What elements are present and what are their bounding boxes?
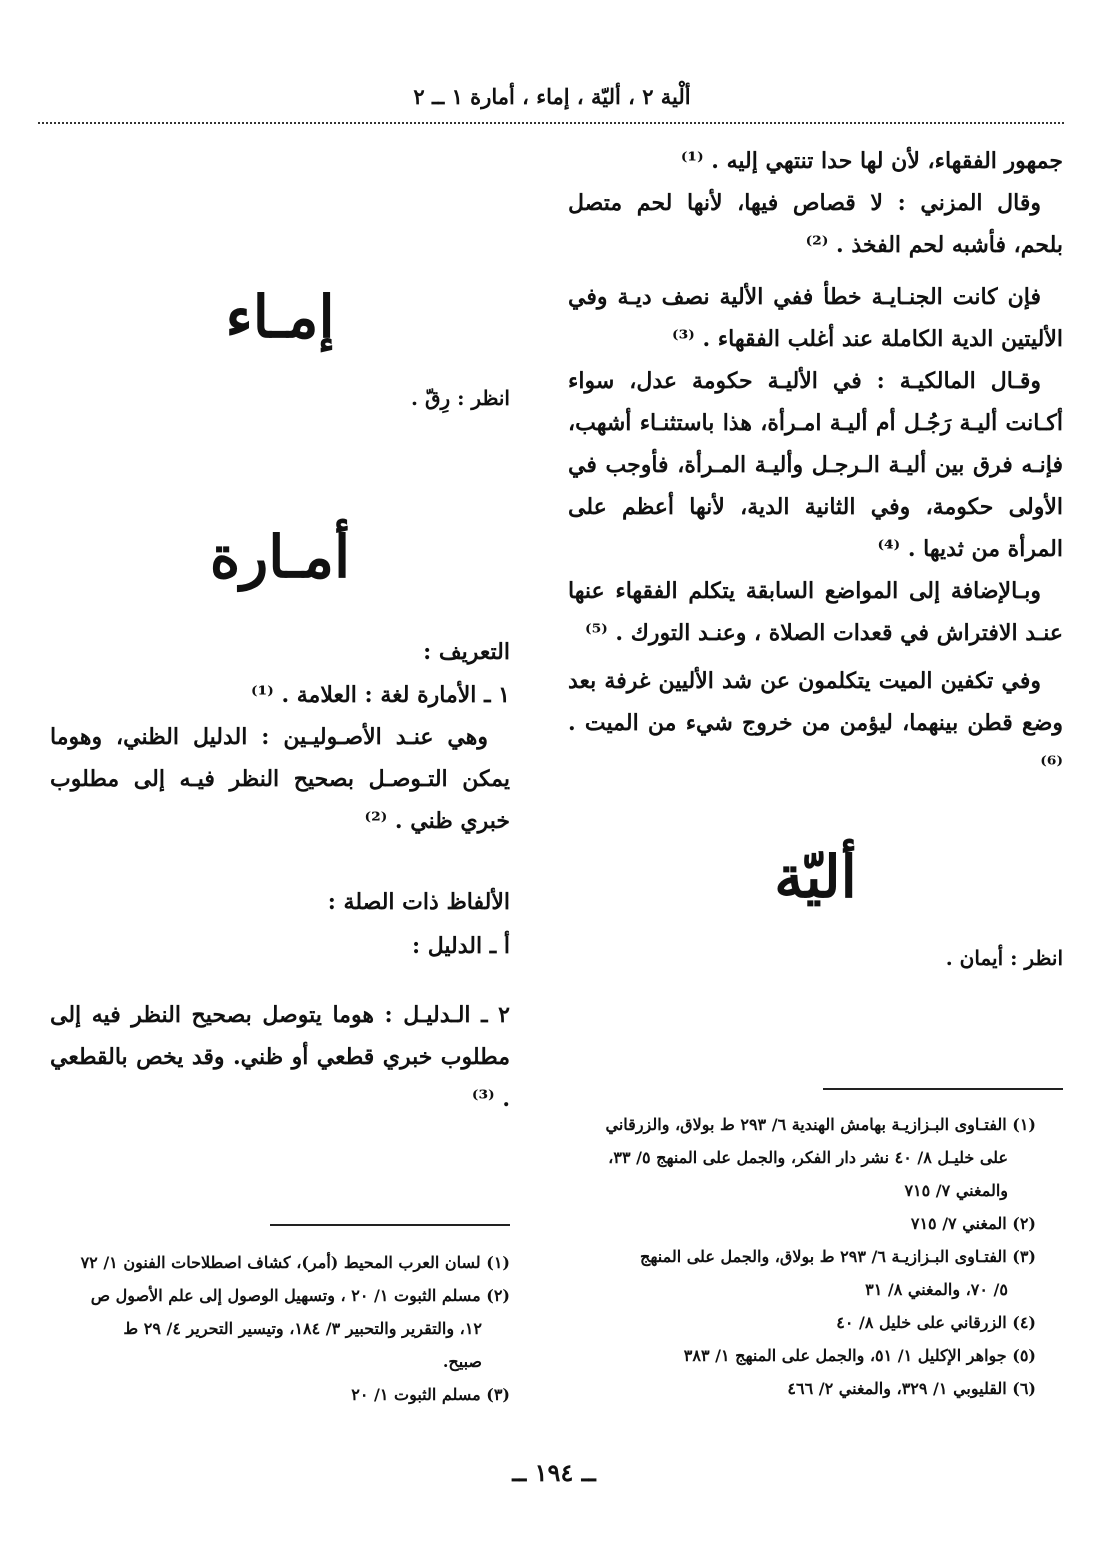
footnote-text: القليوبي ١/ ٣٢٩، والمغني ٢/ ٤٦٦ (787, 1379, 1007, 1398)
definition-heading: التعريف : (423, 639, 510, 665)
related-term-paragraph: ٢ ـ الـدليـل : هوما يتوصل بصحيح النظر فيه إلى مطلوب خبري قطعي أو ظني. وقد يخص بالقطعي . ⁽³⁾ (50, 1002, 510, 1112)
footnote-text: الزرقاني على خليل ٨/ ٤٠ (836, 1313, 1007, 1332)
paragraph: وفي تكفين الميت يتكلمون عن شد الأليين غرفة بعد وضع قطن بينهما، ليؤمن من خروج شيء من الميت . ⁽⁶⁾ (568, 668, 1064, 778)
paragraph: فإن كانت الجنـايـة خطأ ففي الألية نصف ديـة وفي الأليتين الدية الكاملة عند أغلب الفقهاء . ⁽³⁾ (568, 284, 1063, 352)
footnote (566, 1207, 1036, 1240)
page-number: ــ ١٩٤ ــ (512, 1458, 596, 1487)
footnote-divider (823, 1088, 1063, 1090)
footnote-continuation: ٥/ ٧٠، والمغني ٨/ ٣١ (865, 1280, 1008, 1299)
footnote-text: الفتـاوى البـزازيـة ٦/ ٢٩٣ ط بولاق، والجمل على المنهج (640, 1247, 1007, 1266)
paragraph: وبـالإضافة إلى المواضع السابقة يتكلم الفقهاء عنها عنـد الافتراش في قعدات الصلاة ، وعنـد التورك . ⁽⁵⁾ (568, 578, 1063, 646)
related-term-a: أ ـ الدليل : (411, 933, 510, 959)
footnote (52, 1378, 510, 1411)
entry-title-amara: أمـارة (209, 523, 351, 591)
footnote-divider (270, 1224, 510, 1226)
footnote-number: (٢) (1012, 1214, 1036, 1233)
paragraph: جمهور الفقهاء، لأن لها حدا تنتهي إليه . ⁽¹⁾ (680, 148, 1063, 174)
footnote-number: (٣) (486, 1385, 510, 1404)
footnote (566, 1306, 1036, 1339)
right-column (568, 140, 1063, 978)
footnote-number: (٦) (1012, 1379, 1036, 1398)
footnote-number: (١) (486, 1253, 510, 1272)
footnote-number: (١) (1012, 1115, 1036, 1134)
related-terms-heading: الألفاظ ذات الصلة : (327, 889, 510, 915)
footnote-text: لسان العرب المحيط (أمر)، كشاف اصطلاحات الفنون ١/ ٧٢ (80, 1253, 481, 1272)
footnote-text: مسلم الثبوت ١/ ٢٠ (351, 1385, 481, 1404)
running-header: ألْية ٢ ، أليّة ، إماء ، أمارة ١ ــ ٢ (413, 84, 691, 109)
footnote-text: جواهر الإكليل ١/ ٥١، والجمل على المنهج ١/ ٣٨٣ (683, 1346, 1007, 1365)
see-note: انظر : رِقّ . (411, 386, 510, 410)
entry-title-aliyya: أليّة (774, 843, 857, 911)
footnote-continuation: ١٢، والتقرير والتحبير ٣/ ١٨٤، وتيسير التحرير ٤/ ٢٩ ط (123, 1319, 482, 1338)
footnote-text: مسلم الثبوت ١/ ٢٠ ، وتسهيل الوصول إلى علم الأصول ص (90, 1286, 481, 1305)
paragraph: وقـال المالكيـة : في الأليـة حكومة عدل، سواء أكـانت أليـة رَجُـل أم أليـة امـرأة، هذا باستثنـاء أشهب، فإنـه فرق بين أليـة الـرجـل وأليـة المـرأة، فأوجب في الأولى حكومة، وفي الثانية الدية، لأنها أعظم على المرأة من ثديها . ⁽⁴⁾ (568, 368, 1063, 562)
footnote-continuation: على خليـل ٨/ ٤٠ نشر دار الفكر، والجمل على المنهج ٥/ ٣٣، (608, 1148, 1008, 1167)
footnote (566, 1372, 1036, 1405)
footnote-number: (٥) (1012, 1346, 1036, 1365)
footnote (566, 1108, 1036, 1207)
footnote (566, 1339, 1036, 1372)
left-column (50, 140, 510, 1120)
definition-item: ١ ـ الأمارة لغة : العلامة . ⁽¹⁾ (251, 682, 510, 708)
footnote-number: (٢) (486, 1286, 510, 1305)
footnote-number: (٤) (1012, 1313, 1036, 1332)
footnote-continuation: والمغني ٧/ ٧١٥ (904, 1181, 1008, 1200)
header-dotted-rule (38, 122, 1064, 124)
footnotes-right (566, 1108, 1036, 1405)
footnote-text: المغني ٧/ ٧١٥ (910, 1214, 1007, 1233)
footnote-text: الفتـاوى البـزازيـة بهامش الهندية ٦/ ٢٩٣ ط بولاق، والزرقاني (605, 1115, 1007, 1134)
definition-paragraph: وهي عنـد الأصـوليـين : الدليل الظني، وهوما يمكن التـوصـل بصحيح النظر فيـه إلى مطلوب خبري ظني . ⁽²⁾ (50, 724, 510, 834)
footnotes-left (52, 1246, 510, 1411)
entry-title-imaa: إمـاء (225, 283, 335, 351)
paragraph: وقال المزني : لا قصاص فيها، لأنها لحم متصل بلحم، فأشبه لحم الفخذ . ⁽²⁾ (568, 190, 1063, 258)
footnote (52, 1246, 510, 1279)
see-note: انظر : أيمان . (945, 946, 1063, 970)
footnote-continuation: صبيح. (442, 1352, 482, 1371)
footnote (52, 1279, 510, 1378)
footnote (566, 1240, 1036, 1306)
footnote-number: (٣) (1012, 1247, 1036, 1266)
